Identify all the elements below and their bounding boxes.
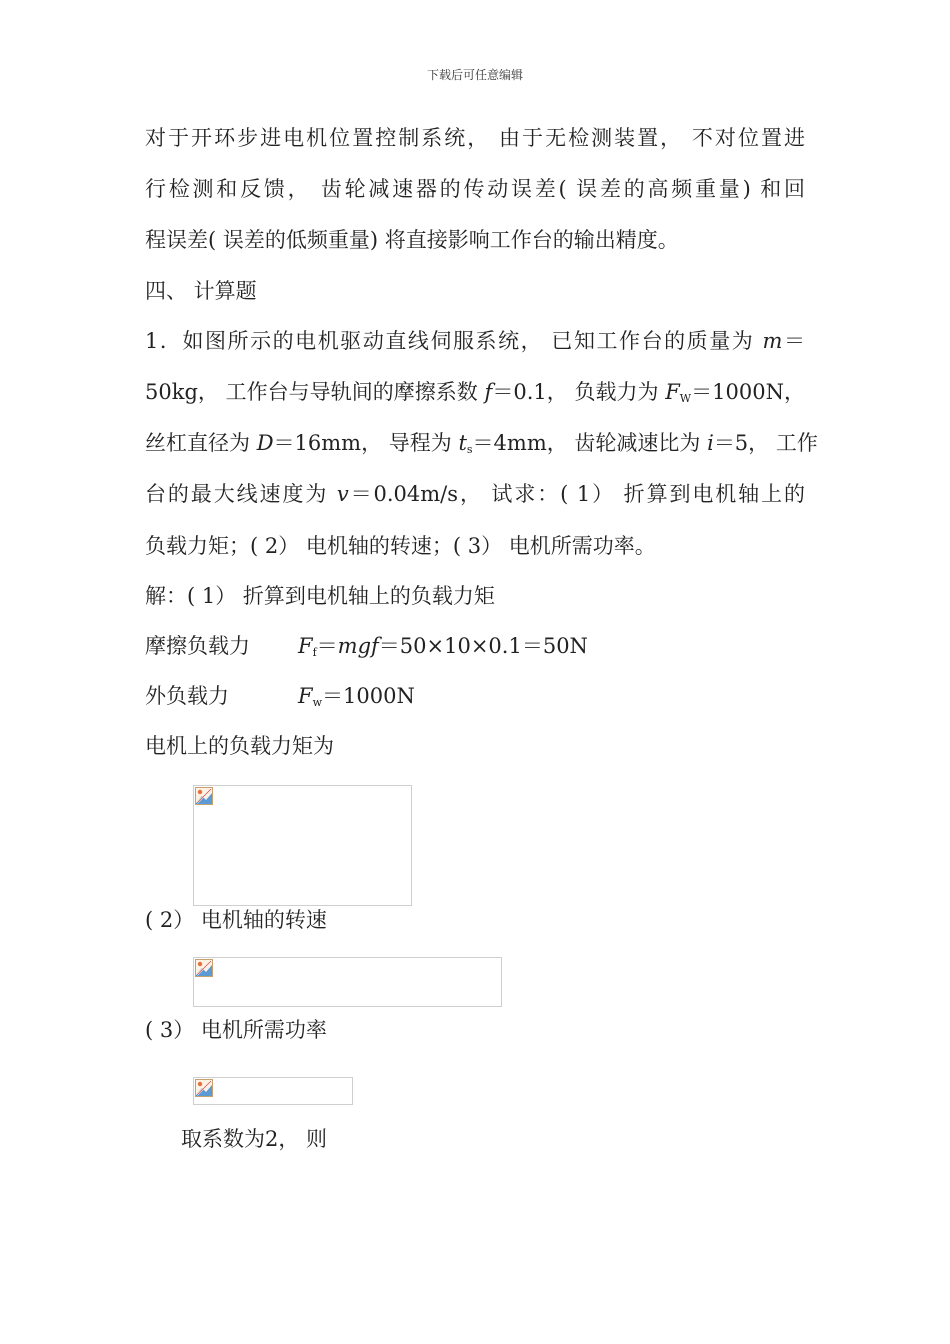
problem-text: ＝ <box>782 329 805 353</box>
problem-text: 丝杠直径为 <box>145 431 257 455</box>
subscript-W: W <box>679 392 692 405</box>
friction-label: 摩擦负载力 <box>145 634 250 658</box>
friction-force-line <box>145 632 588 667</box>
paragraph-line-3: 程误差( 误差的低频重量) 将直接影响工作台的输出精度。 <box>145 228 679 252</box>
paragraph-line-1: 对于开环步进电机位置控制系统， 由于无检测装置， 不对位置进 <box>145 126 805 150</box>
problem-text: ＝4mm， 齿轮减速比为 <box>472 431 708 455</box>
var-v: v <box>336 482 349 506</box>
equation-text: ＝1000N <box>322 684 415 708</box>
solution-step-3-title: ( 3） 电机所需功率 <box>145 1018 327 1042</box>
paragraph-line-2: 行检测和反馈， 齿轮减速器的传动误差( 误差的高频重量) 和回 <box>145 177 805 201</box>
section-title: 四、 计算题 <box>145 279 257 303</box>
solution-step-1-title: 解：( 1） 折算到电机轴上的负载力矩 <box>145 584 495 608</box>
problem-line-4 <box>145 480 805 508</box>
problem-text: 1．如图所示的电机驱动直线伺服系统， 已知工作台的质量为 <box>145 329 763 353</box>
broken-image-icon <box>195 959 213 977</box>
power-formula-image <box>193 1077 353 1105</box>
problem-line-3 <box>145 429 818 464</box>
problem-text: ＝16mm， 导程为 <box>273 431 459 455</box>
var-mgf: mgf <box>337 634 379 658</box>
var-t: t <box>458 431 467 455</box>
problem-text: ＝1000N， <box>691 380 805 404</box>
problem-text: ＝5， 工作 <box>713 431 818 455</box>
broken-image-icon <box>195 787 213 805</box>
var-D: D <box>256 431 274 455</box>
torque-label: 电机上的负载力矩为 <box>145 734 334 758</box>
var-F: F <box>298 634 313 658</box>
var-m: m <box>762 329 783 353</box>
problem-line-2 <box>145 378 805 413</box>
broken-image-icon <box>195 1079 213 1097</box>
problem-text: 台的最大线速度为 <box>145 482 337 506</box>
problem-text: ＝0.04m/s， 试求：( 1） 折算到电机轴上的 <box>348 482 805 506</box>
page-header-note: 下载后可任意编辑 <box>426 68 523 82</box>
subscript-f: f <box>312 646 317 659</box>
equation-text: ＝ <box>316 634 338 658</box>
subscript-w: w <box>312 696 322 709</box>
problem-line-1 <box>145 327 805 355</box>
external-label: 外负载力 <box>145 684 229 708</box>
var-F: F <box>298 684 313 708</box>
var-f: f <box>484 380 493 404</box>
coefficient-text: 取系数为2， 则 <box>181 1127 328 1151</box>
var-F: F <box>665 380 680 404</box>
torque-formula-image <box>193 785 412 906</box>
var-i: i <box>707 431 714 455</box>
speed-formula-image <box>193 957 502 1007</box>
solution-step-2-title: ( 2） 电机轴的转速 <box>145 908 327 932</box>
problem-line-5: 负载力矩；( 2） 电机轴的转速；( 3） 电机所需功率。 <box>145 534 656 558</box>
external-force-line <box>145 682 415 717</box>
equation-text: ＝50×10×0.1＝50N <box>378 634 588 658</box>
problem-text: 50kg， 工作台与导轨间的摩擦系数 <box>145 380 485 404</box>
subscript-s: s <box>466 443 473 456</box>
problem-text: ＝0.1， 负载力为 <box>492 380 666 404</box>
